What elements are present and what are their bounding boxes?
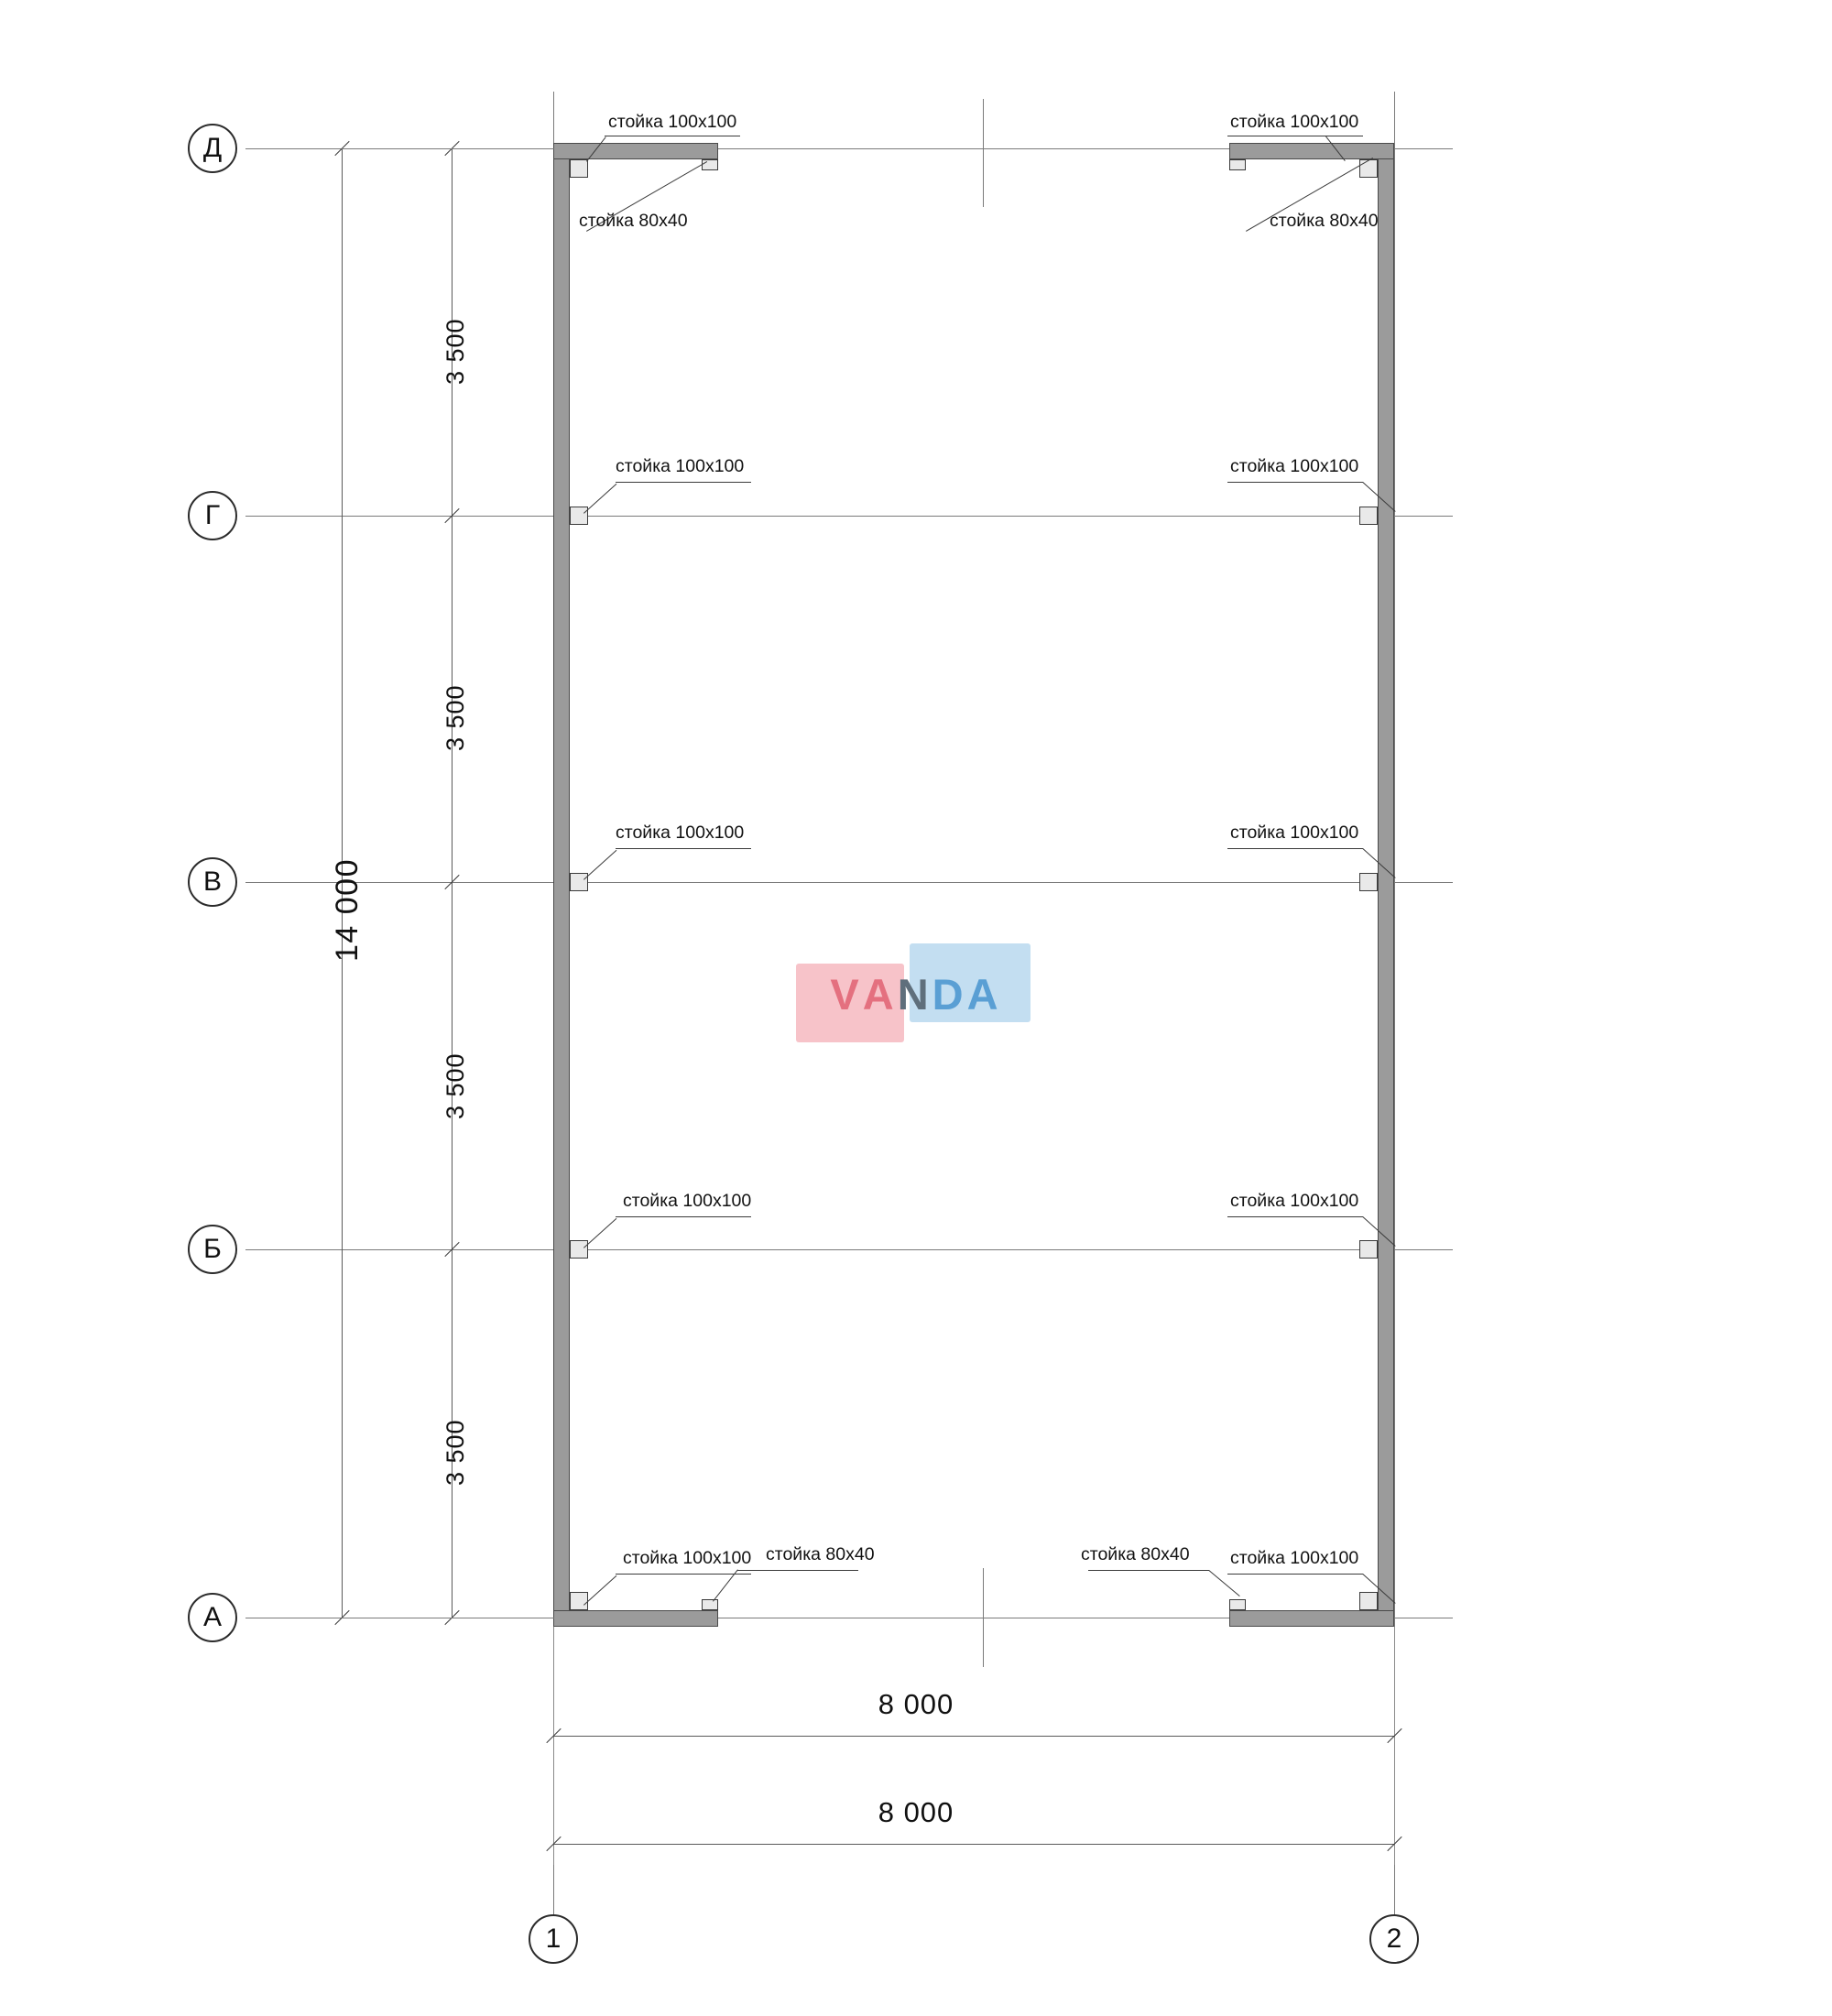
annotation-n2: стойка 100x100 xyxy=(1230,112,1359,132)
dim-bay-1: 3 500 xyxy=(442,318,469,385)
post-100-left-v xyxy=(570,873,588,891)
watermark-text xyxy=(792,943,1040,1044)
dim-overall-vertical: 14 000 xyxy=(330,858,365,962)
leader-n11 xyxy=(583,1575,616,1606)
dim-bay-3: 3 500 xyxy=(442,1052,469,1119)
annotation-n3: стойка 80x40 xyxy=(579,211,688,231)
post-80-bottom-left xyxy=(702,1599,718,1610)
dim-chain-h-2 xyxy=(553,1844,1394,1845)
leader-n5-shelf xyxy=(616,482,751,483)
leader-n12-shelf xyxy=(737,1570,858,1571)
leader-n8-shelf xyxy=(1227,848,1363,849)
grid-axis-g xyxy=(245,516,1453,517)
watermark-letter-v: V xyxy=(830,969,863,1019)
post-100-top-right xyxy=(1359,159,1378,178)
leader-n9 xyxy=(583,1218,616,1248)
leader-n13-shelf xyxy=(1088,1570,1209,1571)
annotation-n12: стойка 80x40 xyxy=(766,1544,875,1564)
grid-bubble-a-label: А xyxy=(202,1602,222,1632)
centerline-top xyxy=(983,99,984,207)
grid-bubble-b[interactable] xyxy=(188,1225,237,1274)
post-100-top-left xyxy=(570,159,588,178)
wall-top-right-segment xyxy=(1229,143,1394,159)
watermark-letter-n: N xyxy=(897,969,932,1019)
grid-bubble-b-label: Б xyxy=(203,1234,222,1264)
leader-n5 xyxy=(583,484,616,514)
post-100-right-g xyxy=(1359,507,1378,525)
leader-n10-shelf xyxy=(1227,1216,1363,1217)
annotation-n4: стойка 80x40 xyxy=(1270,211,1379,231)
grid-bubble-v[interactable] xyxy=(188,857,237,907)
watermark-letter-d: D xyxy=(932,969,967,1019)
ext-line-d xyxy=(342,148,554,149)
centerline-bottom xyxy=(983,1568,984,1667)
post-100-left-g xyxy=(570,507,588,525)
wall-top-left-segment xyxy=(553,143,718,159)
dim-overall-h-2: 8 000 xyxy=(878,1796,954,1828)
ext-v-left xyxy=(553,1627,554,1865)
annotation-n13: стойка 80x40 xyxy=(1081,1544,1190,1564)
post-100-left-b xyxy=(570,1240,588,1259)
grid-bubble-a[interactable] xyxy=(188,1593,237,1642)
annotation-n6: стойка 100x100 xyxy=(1230,456,1359,476)
leader-n6-shelf xyxy=(1227,482,1363,483)
grid-bubble-g-label: Г xyxy=(204,500,221,530)
annotation-n7: стойка 100x100 xyxy=(616,823,745,843)
ext-v-right xyxy=(1394,1627,1395,1865)
annotation-n14: стойка 100x100 xyxy=(1230,1548,1359,1568)
grid-axis-v xyxy=(245,882,1453,883)
annotation-n9: стойка 100x100 xyxy=(623,1191,752,1211)
wall-bottom-right-segment xyxy=(1229,1610,1394,1627)
leader-n7 xyxy=(583,850,616,880)
dim-bay-2: 3 500 xyxy=(442,684,469,751)
leader-n11-shelf xyxy=(616,1574,751,1575)
annotation-n10: стойка 100x100 xyxy=(1230,1191,1359,1211)
leader-n14-shelf xyxy=(1227,1574,1363,1575)
watermark-letter-a2: A xyxy=(966,969,1002,1019)
post-100-right-b xyxy=(1359,1240,1378,1259)
annotation-n11: стойка 100x100 xyxy=(623,1548,752,1568)
dim-chain-h-1 xyxy=(553,1736,1394,1737)
grid-bubble-v-label: В xyxy=(202,866,222,897)
post-80-bottom-right xyxy=(1229,1599,1246,1610)
leader-n9-shelf xyxy=(616,1216,751,1217)
watermark xyxy=(792,943,1040,1044)
leader-n7-shelf xyxy=(616,848,751,849)
wall-bottom-left-segment xyxy=(553,1610,718,1627)
annotation-n1: стойка 100x100 xyxy=(608,112,737,132)
grid-bubble-2[interactable] xyxy=(1369,1914,1419,1964)
post-80-top-left xyxy=(702,159,718,170)
dim-bay-4: 3 500 xyxy=(442,1419,469,1486)
annotation-n5: стойка 100x100 xyxy=(616,456,745,476)
post-100-bottom-left xyxy=(570,1592,588,1610)
grid-bubble-g[interactable] xyxy=(188,491,237,540)
annotation-n8: стойка 100x100 xyxy=(1230,823,1359,843)
post-100-bottom-right xyxy=(1359,1592,1378,1610)
watermark-letter-a1: A xyxy=(862,969,898,1019)
grid-bubble-2-label: 2 xyxy=(1386,1923,1402,1954)
post-80-top-right xyxy=(1229,159,1246,170)
wall-right xyxy=(1378,143,1394,1627)
grid-axis-b xyxy=(245,1249,1453,1250)
post-100-right-v xyxy=(1359,873,1378,891)
dim-overall-h-1: 8 000 xyxy=(878,1688,954,1720)
grid-bubble-d[interactable] xyxy=(188,124,237,173)
grid-bubble-d-label: Д xyxy=(202,133,223,163)
wall-left xyxy=(553,143,570,1627)
grid-bubble-1[interactable] xyxy=(529,1914,578,1964)
grid-bubble-1-label: 1 xyxy=(545,1923,562,1954)
